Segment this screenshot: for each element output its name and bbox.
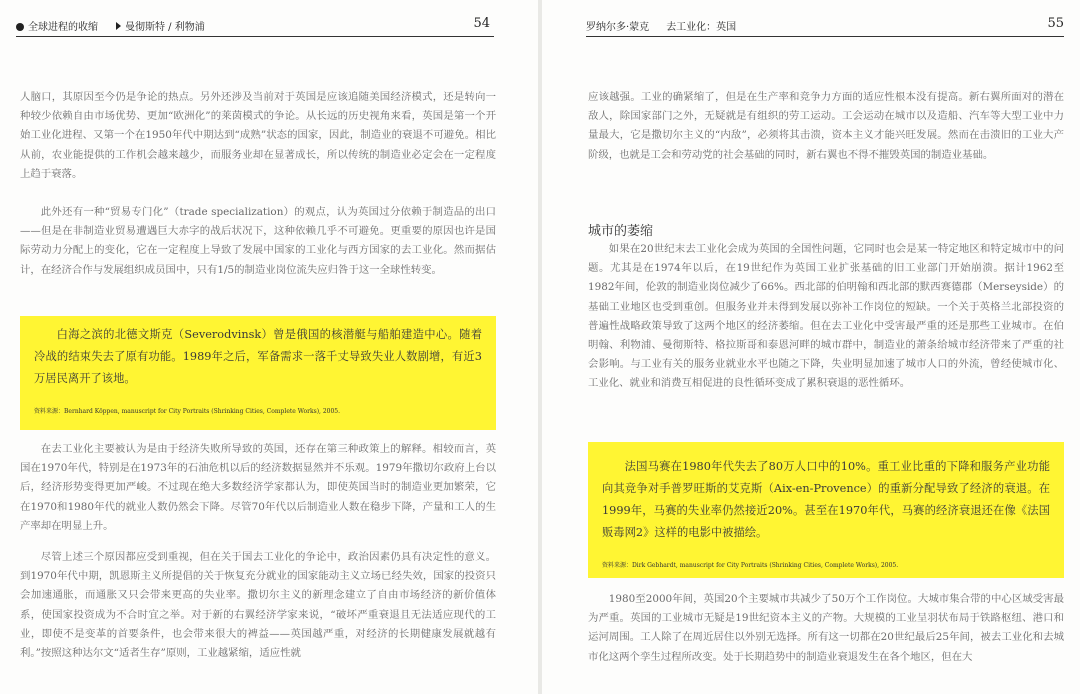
section-title: 城市的萎缩	[588, 224, 654, 239]
left-header-chapter: 全球进程的收缩	[28, 22, 98, 33]
left-page-number: 54	[473, 16, 490, 31]
spacer	[655, 22, 660, 30]
right-box-text: 法国马赛在1980年代失去了80万人口中的10%。重工业比重的下降和服务产业功能向其竞争对手普罗旺斯的艾克斯（Aix-en-Provence）的重新分配导致了经济的衰退。在1999年，马赛的失业率仍然接近20%。甚至在1970年代，马赛的经济衰退还在像《法国贩毒网2》这样的电影中被描绘。	[602, 460, 1050, 539]
right-paragraph-1: 应该越强。工业的确紧缩了，但是在生产率和竞争力方面的适应性根本没有提高。新右翼所面对的潜在敌人，除国家部门之外，无疑就是有组织的劳工运动。工会运动在城市以及造船、汽车等大型工业中力量最大，它是撒切尔主义的“内敌”，必须将其击溃，资本主义才能兴旺发展。然而在击溃旧的工业大产阶级，也就是工会和劳动党的社会基础的同时，新右翼也不得不摧毁英国的制造业基础。	[588, 91, 1064, 161]
right-page-header	[586, 14, 1064, 37]
left-paragraph-4: 尽管上述三个原因都应受到重视，但在关于国去工业化的争论中，政治因素仍具有决定性的意义。到1970年代中期，凯恩斯主义所提倡的关于恢复充分就业的国家能动主义立场已经失效，国家的投资只会加速通胀，而通胀又只会带来更高的失业率。撒切尔主义的新理念建立了自由市场经济的新价值体系，使国家投资成为不合时宜之举。对于新的右翼经济学家来说，“破坏严重衰退且无法适应现代的工业，即使不是变革的首要条件，也会带来很大的裨益——英国越严重，对经济的长期健康发展就越有利。”按照这种达尔文“适者生存”原则，工业越紧缩，适应性就	[20, 551, 496, 660]
right-page-number: 55	[1047, 16, 1064, 31]
right-header-chapter: 罗纳尔多·蒙克	[586, 22, 650, 33]
left-box-source: 资料来源：Bernhard Köppen, manuscript for City Portraits (Shrinking Cities, Complete Works), 2005.	[34, 408, 341, 415]
right-paragraph-3: 1980至2000年间，英国20个主要城市共减少了50万个工作岗位。大城市集合带的中心区域受害最为严重。英国的工业城市无疑是19世纪资本主义的产物。大规模的工业呈羽状布局于铁路枢纽、港口和运河周围。工人除了在周近居住以外别无选择。所有这一切都在20世纪最后25年间，被去工业化和去城市化这两个孪生过程所改变。处于长期趋势中的制造业衰退发生在各个地区，但在大	[588, 593, 1064, 663]
left-page-header	[16, 14, 494, 37]
left-highlight-box	[20, 316, 496, 430]
left-header-section: 曼彻斯特 / 利物浦	[125, 22, 205, 33]
right-box-source: 资料来源：Dirk Gebhardt, manuscript for City Portraits (Shrinking Cities, Complete Works), 2005.	[602, 562, 899, 569]
left-paragraph-2: 此外还有一种“贸易专门化”（trade specialization）的观点，认为英国过分依赖于制造品的出口——但是在非制造业贸易遭遇巨大赤字的战后状况下，这种依赖几乎不可避免。更重要的原因也许是国际劳动力分配上的变化，它在一定程度上导致了发展中国家的工业化与西方国家的去工业化。然而据估计，在经济合作与发展组织成员国中，只有1/5的制造业岗位流失应归咎于这一全球性转变。	[20, 206, 496, 276]
bullet-icon	[16, 23, 24, 31]
left-box-text: 白海之滨的北德文斯克（Severodvinsk）曾是俄国的核潜艇与船舶建造中心。随着冷战的结束失去了原有功能。1989年之后，军备需求一落千丈导致失业人数剧增，有近3万居民离开了该地。	[34, 328, 482, 385]
left-header-text	[16, 18, 205, 33]
right-header-section: 去工业化：英国	[666, 22, 737, 33]
right-header-text	[586, 18, 736, 33]
left-paragraph-1: 人脑口，其原因至今仍是争论的热点。另外还涉及当前对于英国是应该追随美国经济模式，还是转向一种较少依赖自由市场优势、更加“欧洲化”的莱茵模式的争论。从长远的历史视角来看，英国是第一个开始工业化进程、又第一个在1950年代中期达到“成熟”状态的国家，因此，制造业的衰退不可避免。相比从前，农业能提供的工作机会越来越少，而服务业却在显著成长，所以传统的制造业必定会在一定程度上趋于衰落。	[20, 91, 496, 180]
right-page	[542, 0, 1080, 694]
right-highlight-box	[588, 442, 1064, 578]
right-paragraph-2: 如果在20世纪末去工业化会成为英国的全国性问题，它同时也会是某一特定地区和特定城市中的问题。尤其是在1974年以后，在19世纪作为英国工业扩张基础的旧工业部门开始崩溃。据计1962至1982年间，伦敦的制造业岗位减少了66%。西北部的伯明翰和西北部的默西赛德郡（Merseyside）的基础工业地区也受到重创。但服务业并未得到发展以弥补工作岗位的短缺。一个关于英格兰北部投资的普遍性战略政策导致了这两个地区的经济萎缩。但在去工业化中受害最严重的还是那些工业城市。在伯明翰、利物浦、曼彻斯特、格拉斯哥和泰恩河畔的城市群中，制造业的萧条给城市经济带来了严重的社会影响。与工业有关的服务业就业水平也随之下降，失业明显加速了城市人口的外流，曾经使城市化、工业化、就业和消费互相促进的良性循环变成了累积衰退的恶性循环。	[588, 243, 1064, 390]
triangle-right-icon	[116, 22, 121, 30]
left-page	[0, 0, 538, 694]
left-paragraph-3: 在去工业化主要被认为是由于经济失败所导致的英国，还存在第三种政策上的解释。相较而言，英国在1970年代，特别是在1973年的石油危机以后的经济数据显然并不乐观。1979年撒切尔政府上台以后，经济形势变得更加严峻。不过现在绝大多数经济学家都认为，即使英国当时的制造业更加繁荣，它在1970和1980年代的就业人数仍然会下降。尽管70年代以后制造业人数在稳步下降，产量和工人的生产率却在明显上升。	[20, 443, 496, 532]
